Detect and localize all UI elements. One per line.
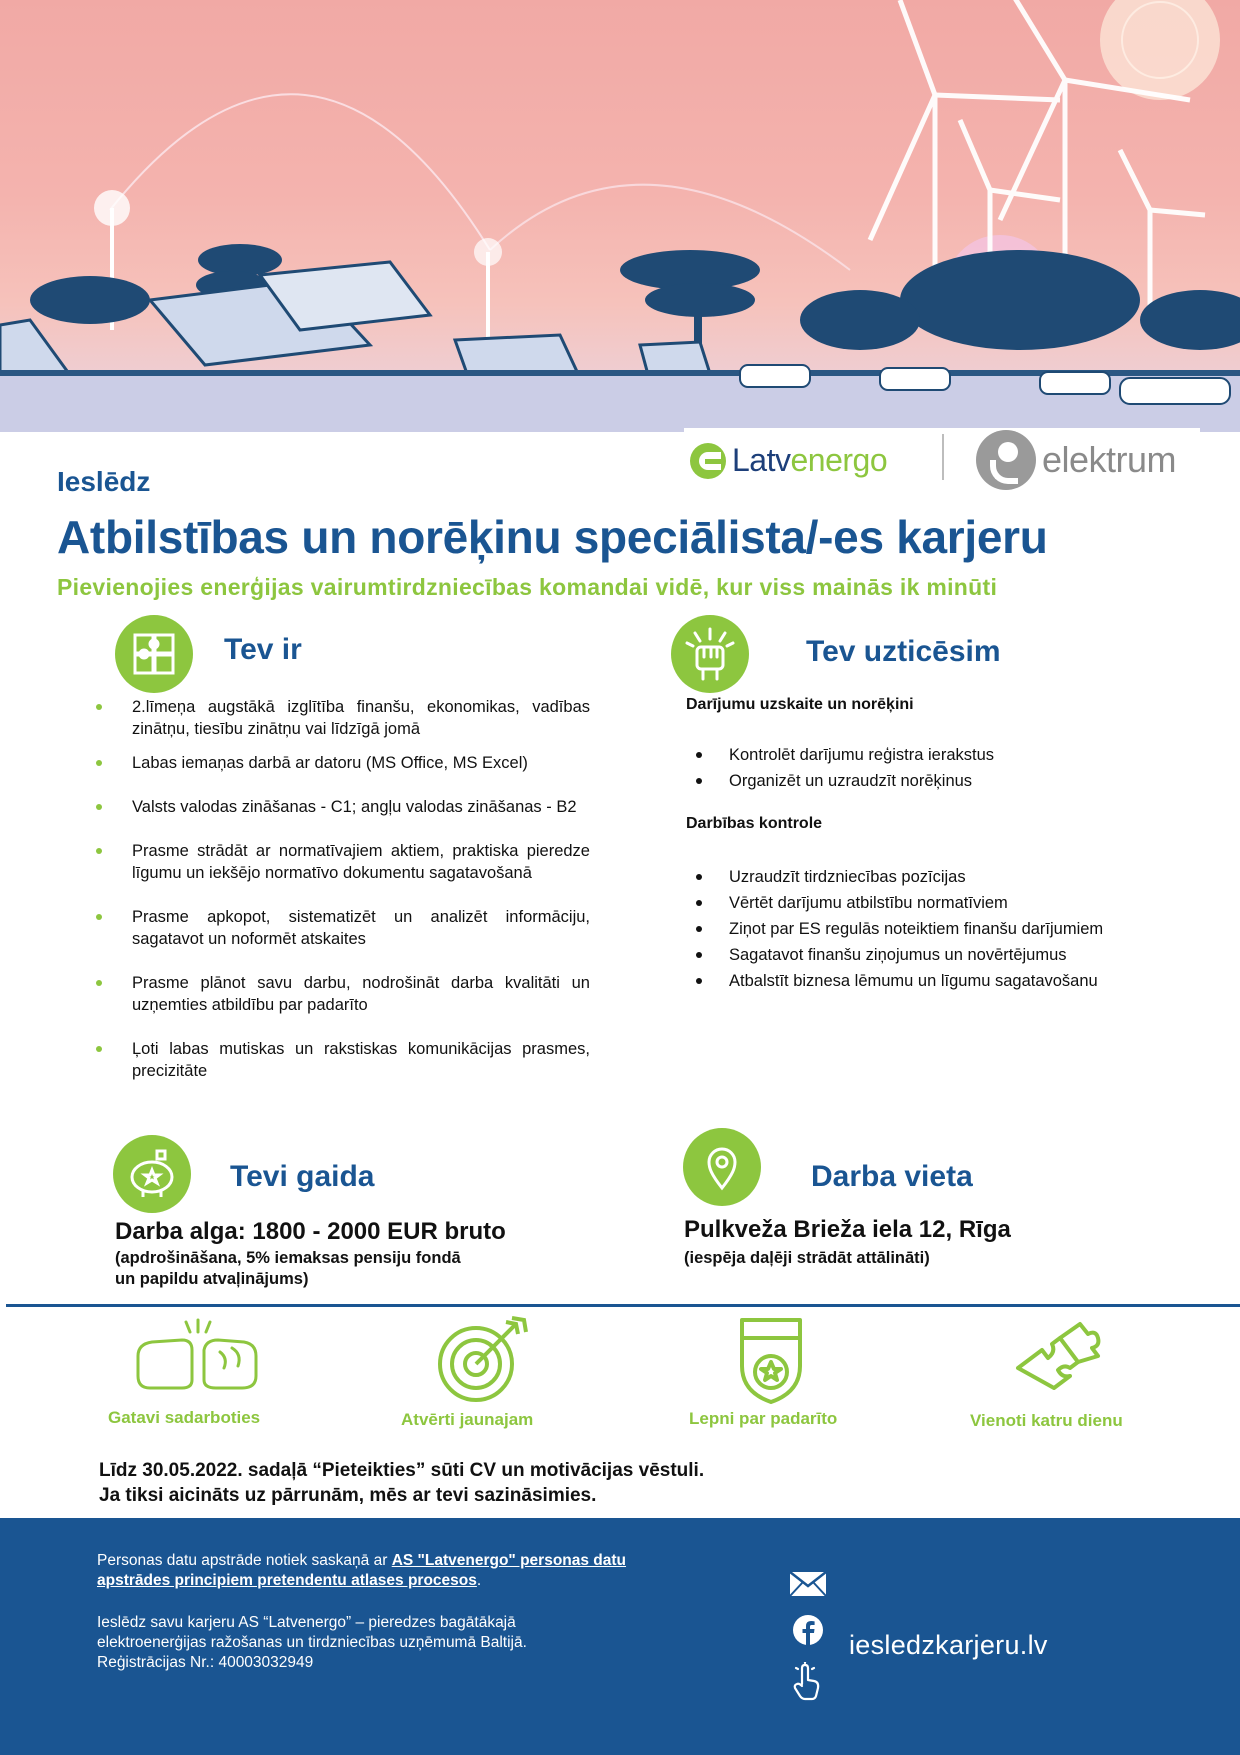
- logo-separator: [942, 434, 944, 480]
- list-item: Uzraudzīt tirdzniecības pozīcijas: [694, 864, 1103, 890]
- latvenergo-logo: [690, 442, 887, 479]
- benefits-line-2: un papildu atvaļinājums): [115, 1270, 309, 1288]
- raised-fist-icon: [671, 615, 749, 693]
- section-title-location: Darba vieta: [811, 1160, 973, 1193]
- list-item: 2.līmeņa augstākā izglītība finanšu, ekonomikas, vadības zinātņu, tiesību zinātņu vai līdzīgā jomā: [96, 696, 590, 740]
- fist-bump-icon: [132, 1318, 262, 1398]
- benefits-line-1: (apdrošināšana, 5% iemaksas pensiju fondā: [115, 1249, 461, 1267]
- requirements-list: [96, 696, 590, 1082]
- value-label-open: Atvērti jaunajam: [401, 1410, 534, 1429]
- list-item: Sagatavot finanšu ziņojumus un novērtējumus: [694, 942, 1103, 968]
- footer: [0, 1518, 1240, 1755]
- medal-icon: [736, 1316, 806, 1404]
- list-item: Ļoti labas mutiskas un rakstiskas komunikācijas prasmes, precizitāte: [96, 1038, 590, 1082]
- company-about: [97, 1613, 657, 1673]
- email-icon[interactable]: [788, 1570, 828, 1598]
- target-icon: [436, 1314, 530, 1404]
- piggy-bank-icon: [113, 1135, 191, 1213]
- duties-list-transactions: [694, 742, 994, 794]
- about-line-1: Ieslēdz savu karjeru AS “Latvenergo” – pieredzes bagātākajā: [97, 1614, 516, 1631]
- privacy-policy-link[interactable]: AS "Latvenergo" personas datu apstrādes principiem pretendentu atlases procesos: [97, 1552, 627, 1589]
- duties-list-control: [694, 864, 1103, 994]
- list-item: Prasme plānot savu darbu, nodrošināt darba kvalitāti un uzņemties atbildību par padarīto: [96, 972, 590, 1016]
- latvenergo-mark-icon: [690, 443, 726, 479]
- list-item: Kontrolēt darījumu reģistra ierakstus: [694, 742, 994, 768]
- kicker: Ieslēdz: [57, 466, 151, 497]
- privacy-notice: [97, 1551, 657, 1591]
- list-item: Atbalstīt biznesa lēmumu un līgumu sagatavošanu: [694, 968, 1103, 994]
- application-deadline: [99, 1458, 704, 1508]
- location-pin-icon: [683, 1128, 761, 1206]
- latvenergo-wordmark-a: Latv: [732, 442, 791, 478]
- list-item: Ziņot par ES regulās noteiktiem finanšu darījumiem: [694, 916, 1103, 942]
- about-line-2: elektroenerģijas ražošanas un tirdzniecības uzņēmumā Baltijā.: [97, 1634, 527, 1651]
- list-item: Valsts valodas zināšanas - C1; angļu valodas zināšanas - B2: [96, 796, 590, 818]
- section-title-we-trust: Tev uzticēsim: [806, 635, 1001, 668]
- puzzle-icon: [1008, 1316, 1104, 1404]
- latvenergo-wordmark-b: energo: [790, 442, 888, 478]
- value-label-cooperate: Gatavi sadarboties: [108, 1408, 261, 1427]
- page-title: Atbilstības un norēķinu speciālista/-es karjeru: [57, 511, 1048, 563]
- section-divider: [6, 1304, 1240, 1307]
- website-link[interactable]: iesledzkarjeru.lv: [849, 1630, 1048, 1660]
- work-address: Pulkveža Brieža iela 12, Rīga: [684, 1216, 1011, 1243]
- subheading-control: Darbības kontrole: [686, 815, 823, 832]
- privacy-suffix: .: [476, 1572, 482, 1589]
- list-item: Prasme strādāt ar normatīvajiem aktiem, praktiska pieredze līgumu un iekšējo normatīvo dokumentu sagatavošanā: [96, 840, 590, 884]
- hero-illustration: [0, 0, 1240, 432]
- elektrum-wordmark: elektrum: [1042, 439, 1177, 480]
- subheading-transactions: Darījumu uzskaite un norēķini: [686, 696, 914, 713]
- facebook-icon[interactable]: [792, 1614, 824, 1646]
- deadline-line-1: Līdz 30.05.2022. sadaļā “Pieteikties” sūti CV un motivācijas vēstuli.: [99, 1460, 705, 1481]
- value-label-proud: Lepni par padarīto: [689, 1409, 838, 1428]
- elektrum-logo: [976, 430, 1176, 490]
- page-subtitle: Pievienojies enerģijas vairumtirdzniecības komandai vidē, kur viss mainās ik minūti: [57, 574, 998, 600]
- pointer-hand-icon[interactable]: [792, 1662, 822, 1702]
- list-item: Prasme apkopot, sistematizēt un analizēt informāciju, sagatavot un noformēt atskaites: [96, 906, 590, 950]
- list-item: Vērtēt darījumu atbilstību normatīviem: [694, 890, 1103, 916]
- hero-scene: [0, 0, 1240, 432]
- value-label-united: Vienoti katru dienu: [970, 1411, 1123, 1430]
- list-item: Organizēt un uzraudzīt norēķinus: [694, 768, 994, 794]
- brand-logos: [684, 428, 1200, 490]
- privacy-prefix: Personas datu apstrāde notiek saskaņā ar: [97, 1552, 392, 1569]
- salary: Darba alga: 1800 - 2000 EUR bruto: [115, 1218, 506, 1245]
- deadline-line-2: Ja tiksi aicināts uz pārrunām, mēs ar tevi sazināsimies.: [99, 1485, 597, 1506]
- section-title-you-have: Tev ir: [224, 633, 302, 666]
- section-title-offer: Tevi gaida: [230, 1160, 375, 1193]
- registration-number: Reģistrācijas Nr.: 40003032949: [97, 1654, 314, 1671]
- list-item: Labas iemaņas darbā ar datoru (MS Office, MS Excel): [96, 752, 590, 774]
- puzzle-hands-icon: [115, 615, 193, 693]
- elektrum-mark-icon: [976, 430, 1036, 490]
- remote-note: (iespēja daļēji strādāt attālināti): [684, 1249, 930, 1267]
